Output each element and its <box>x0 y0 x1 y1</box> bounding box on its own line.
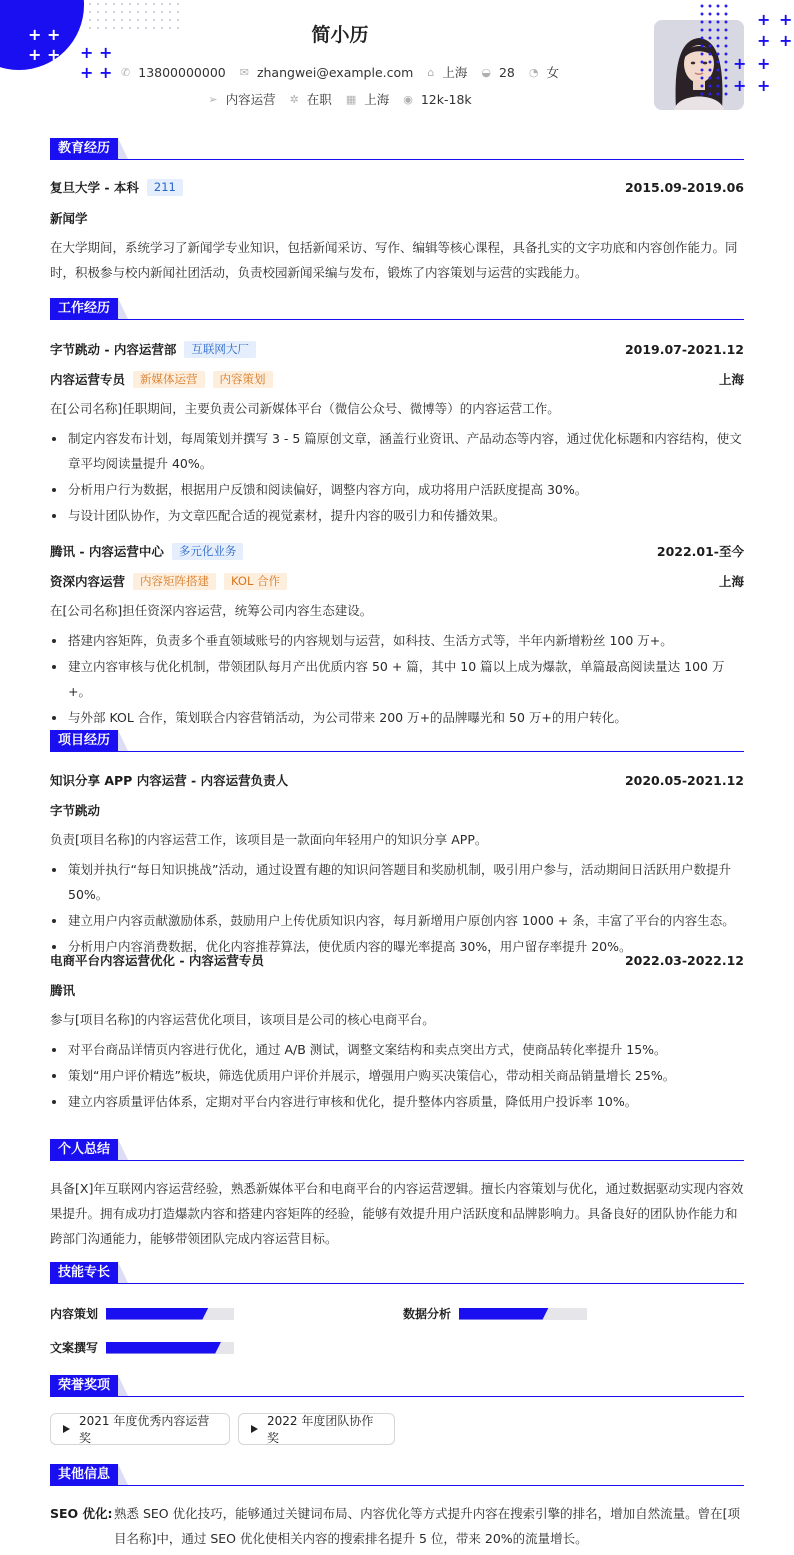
list-item: 分析用户内容消费数据，优化内容推荐算法，使优质内容的曝光率提高 30%，用户留存率提升 20%。 <box>50 934 744 959</box>
job-header <box>50 340 744 358</box>
intent-row <box>0 90 680 108</box>
contact-row <box>0 63 680 81</box>
major: 新闻学 <box>50 211 88 226</box>
info-salary <box>403 92 471 107</box>
info-position <box>208 90 275 108</box>
info-text: 女 <box>546 65 559 80</box>
section-skills <box>50 1262 744 1355</box>
info-text: 上海 <box>364 92 390 107</box>
info-text: 12k-18k <box>420 91 472 107</box>
section-education <box>50 138 744 280</box>
education-desc: 在大学期间，系统学习了新闻学专业知识，包括新闻采访、写作、编辑等核心课程，具备扎实的文字功底和内容创作能力。同时，积极参与校内新闻社团活动，负责校园新闻采编与发布，锻炼了内容策划与运营的实践能力。 <box>50 240 738 280</box>
info-work-city <box>346 90 389 108</box>
play-icon <box>251 1425 258 1433</box>
info-status <box>290 90 332 108</box>
info-text: 28 <box>498 64 515 80</box>
plus-icon: + <box>28 25 42 44</box>
role-tag: 内容策划 <box>213 371 273 388</box>
phone-icon: ✆ <box>121 65 131 79</box>
list-item: 与外部 KOL 合作，策划联合内容营销活动，为公司带来 200 万+的品牌曝光和 50 万+的用户转化。 <box>50 705 744 730</box>
project-period: 2020.05-2021.12 <box>624 772 744 788</box>
list-item: 建立内容质量评估体系，定期对平台内容进行审核和优化，提升整体内容质量，降低用户投诉率 10%。 <box>50 1089 744 1114</box>
section-header <box>50 1262 744 1284</box>
plus-icon: + <box>779 31 793 50</box>
job-location: 上海 <box>718 372 744 387</box>
plus-icon: + <box>733 54 747 73</box>
skill-bar <box>106 1308 234 1320</box>
list-item: 策划并执行“每日知识挑战”活动，通过设置有趣的知识问答题目和奖励机制，吸引用户参与，活动期间日活跃用户数提升 50%。 <box>50 857 744 907</box>
section-title: 技能专长 <box>50 1262 118 1283</box>
company-tag: 互联网大厂 <box>184 341 256 358</box>
plus-icon: + <box>757 76 771 95</box>
section-header <box>50 1139 744 1161</box>
section-header <box>50 138 744 160</box>
plus-icon: + <box>80 43 94 62</box>
plus-icon: + <box>779 10 793 29</box>
project-header <box>50 771 744 789</box>
list-item: 制定内容发布计划，每周策划并撰写 3 - 5 篇原创文章，涵盖行业资讯、产品动态等内容，通过优化标题和内容结构，使文章平均阅读量提升 40%。 <box>50 426 744 476</box>
section-title: 个人总结 <box>50 1139 118 1160</box>
info-text: 上海 <box>442 65 468 80</box>
play-icon <box>63 1425 70 1433</box>
section-title: 其他信息 <box>50 1464 118 1485</box>
list-item: 分析用户行为数据，根据用户反馈和阅读偏好，调整内容方向，成功将用户活跃度提高 30%。 <box>50 477 744 502</box>
job-bullets <box>50 426 744 528</box>
award-item <box>50 1413 230 1445</box>
job-summary: 在[公司名称]担任资深内容运营，统筹公司内容生态建设。 <box>50 603 373 618</box>
section-header <box>50 730 744 752</box>
info-phone <box>121 65 226 80</box>
project-bullets <box>50 857 744 959</box>
section-projects <box>50 730 744 1109</box>
list-item: 对平台商品详情页内容进行优化，通过 A/B 测试，调整文案结构和卖点突出方式，使商品转化率提升 15%。 <box>50 1037 744 1062</box>
plus-icon: + <box>757 54 771 73</box>
info-age <box>481 65 515 80</box>
skill-fill <box>106 1342 221 1354</box>
plus-icon: + <box>99 43 113 62</box>
decor-dots-photo <box>698 2 728 98</box>
section-header <box>50 1464 744 1486</box>
info-text: 13800000000 <box>138 64 226 80</box>
role-tag: KOL 合作 <box>224 573 287 590</box>
age-icon: ◒ <box>481 65 491 79</box>
section-title: 教育经历 <box>50 138 118 159</box>
skill-item <box>50 1339 234 1356</box>
section-title: 工作经历 <box>50 298 118 319</box>
skill-name: 文案撰写 <box>50 1341 99 1355</box>
project-summary: 负责[项目名称]的内容运营工作，该项目是一款面向年轻用户的知识分享 APP。 <box>50 832 488 847</box>
job-location: 上海 <box>718 574 744 589</box>
skill-fill <box>459 1308 549 1320</box>
award-label: 2021 年度优秀内容运营奖 <box>79 1414 210 1445</box>
skill-item <box>403 1305 587 1322</box>
project-org-row <box>50 981 744 999</box>
project-summary: 参与[项目名称]的内容运营优化项目，该项目是公司的核心电商平台。 <box>50 1012 435 1027</box>
job-role: 资深内容运营 <box>50 574 126 589</box>
education-period: 2015.09-2019.06 <box>624 179 744 195</box>
skill-name: 数据分析 <box>403 1307 452 1321</box>
company-name: 腾讯 - 内容运营中心 <box>50 544 164 559</box>
job-period: 2019.07-2021.12 <box>624 341 744 357</box>
plus-icon: + <box>80 63 94 82</box>
job-role-row <box>50 572 744 590</box>
plus-icon: + <box>47 25 61 44</box>
section-header <box>50 1375 744 1397</box>
skill-item <box>50 1305 234 1322</box>
info-text: 内容运营 <box>225 92 276 107</box>
skill-bar <box>459 1308 587 1320</box>
education-row <box>50 178 744 196</box>
home-icon: ⌂ <box>427 65 435 79</box>
company-tag: 多元化业务 <box>172 543 244 560</box>
plus-icon: + <box>733 76 747 95</box>
project-bullets <box>50 1037 744 1114</box>
send-icon: ➢ <box>208 92 218 106</box>
job-bullets <box>50 628 744 730</box>
job-role: 内容运营专员 <box>50 372 126 387</box>
company-name: 字节跳动 - 内容运营部 <box>50 342 177 357</box>
plus-icon: + <box>47 45 61 64</box>
plus-icon: + <box>757 10 771 29</box>
salary-icon: ◉ <box>403 92 413 106</box>
info-text: zhangwei@example.com <box>256 64 414 80</box>
award-label: 2022 年度团队协作奖 <box>267 1414 374 1445</box>
school-tag: 211 <box>147 179 183 196</box>
school-name: 复旦大学 - 本科 <box>50 180 139 195</box>
list-item: 搭建内容矩阵，负责多个垂直领域账号的内容规划与运营，如科技、生活方式等，半年内新增粉丝 100 万+。 <box>50 628 744 653</box>
plus-icon: + <box>28 45 42 64</box>
section-summary <box>50 1139 744 1246</box>
major-row <box>50 209 744 227</box>
project-name: 知识分享 APP 内容运营 - 内容运营负责人 <box>50 773 289 788</box>
job-summary: 在[公司名称]任职期间，主要负责公司新媒体平台（微信公众号、微博等）的内容运营工作。 <box>50 401 560 416</box>
role-tag: 新媒体运营 <box>133 371 205 388</box>
summary-text: 具备[X]年互联网内容运营经验，熟悉新媒体平台和电商平台的内容运营逻辑。擅长内容策划与优化，通过数据驱动实现内容效果提升。拥有成功打造爆款内容和搭建内容矩阵的经验，能够有效提升用户活跃度和品牌影响力。具备良好的团队协作能力和跨部门沟通能力，能够带领团队完成内容运营目标。 <box>50 1181 744 1246</box>
awards-list <box>50 1413 744 1447</box>
project-org-row <box>50 801 744 819</box>
other-text: 熟悉 SEO 优化技巧，能够通过关键词布局、内容优化等方式提升内容在搜索引擎的排名，增加自然流量。曾在[项目名称]中，通过 SEO 优化使相关内容的搜索排名提升 5 位，带来 20%的流量增长。 <box>114 1506 740 1546</box>
job-role-row <box>50 370 744 388</box>
section-awards <box>50 1375 744 1445</box>
list-item: 与设计团队协作，为文章匹配合适的视觉素材，提升内容的吸引力和传播效果。 <box>50 503 744 528</box>
project-org: 腾讯 <box>50 983 76 998</box>
project-period: 2022.03-2022.12 <box>624 952 744 968</box>
gender-icon: ◔ <box>528 65 539 79</box>
building-icon: ▦ <box>345 92 357 106</box>
plus-icon: + <box>757 31 771 50</box>
candidate-name: 简小历 <box>311 24 369 46</box>
section-other <box>50 1464 744 1546</box>
plus-icon: + <box>99 63 113 82</box>
skill-bar <box>106 1342 234 1354</box>
section-title: 荣誉奖项 <box>50 1375 118 1396</box>
role-tag: 内容矩阵搭建 <box>133 573 216 590</box>
other-label: SEO 优化: <box>50 1506 113 1521</box>
skill-fill <box>106 1308 208 1320</box>
section-work <box>50 298 744 725</box>
info-city <box>427 63 467 81</box>
info-email <box>240 65 414 80</box>
project-name: 电商平台内容运营优化 - 内容运营专员 <box>50 953 264 968</box>
project-org: 字节跳动 <box>50 803 101 818</box>
skill-name: 内容策划 <box>50 1307 99 1321</box>
award-item <box>238 1413 395 1445</box>
info-text: 在职 <box>306 92 332 107</box>
other-row <box>50 1501 744 1551</box>
status-icon: ✲ <box>289 92 299 106</box>
section-title: 项目经历 <box>50 730 118 751</box>
list-item: 建立用户内容贡献激励体系，鼓励用户上传优质知识内容，每月新增用户原创内容 1000 + 条，丰富了平台的内容生态。 <box>50 908 744 933</box>
info-gender <box>529 63 559 81</box>
list-item: 策划“用户评价精选”板块，筛选优质用户评价并展示，增强用户购买决策信心，带动相关商品销量增长 25%。 <box>50 1063 744 1088</box>
list-item: 建立内容审核与优化机制，带领团队每月产出优质内容 50 + 篇，其中 10 篇以上成为爆款，单篇最高阅读量达 100 万+。 <box>50 654 744 704</box>
project-header <box>50 951 744 969</box>
job-header <box>50 542 744 560</box>
section-header <box>50 298 744 320</box>
job-period: 2022.01-至今 <box>656 544 744 559</box>
email-icon: ✉ <box>239 65 249 79</box>
